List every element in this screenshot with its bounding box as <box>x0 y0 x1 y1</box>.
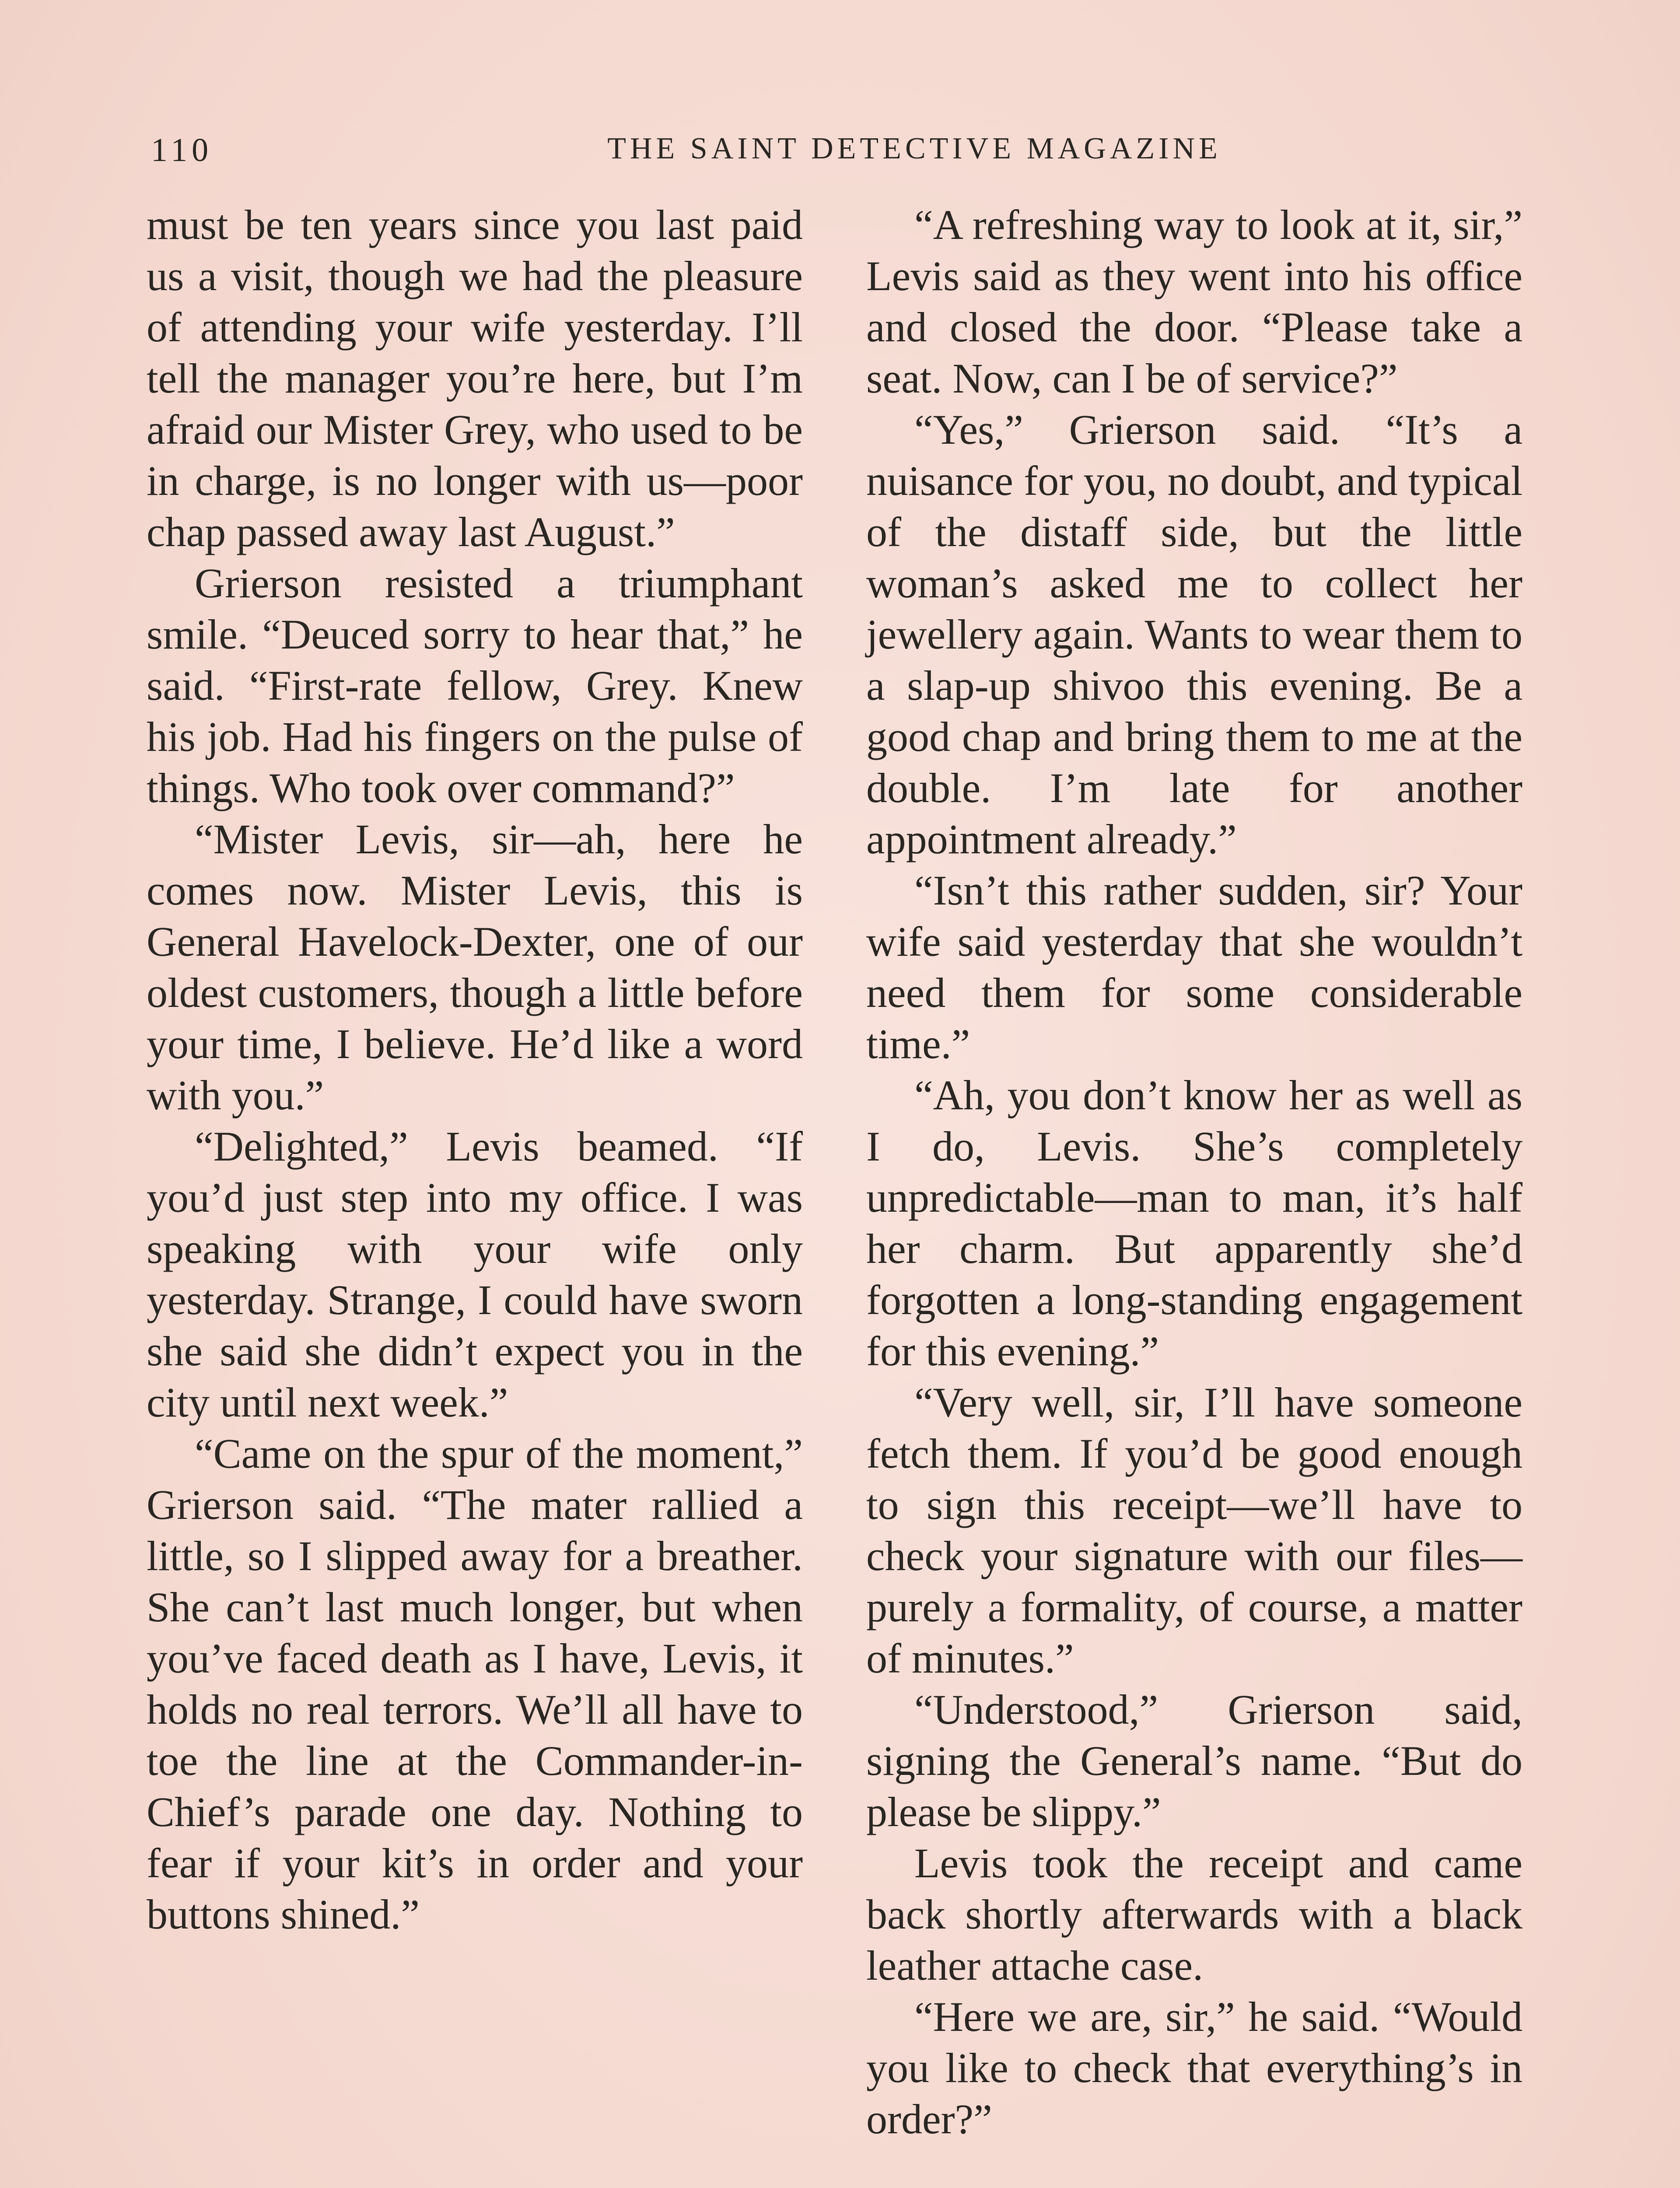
page-number: 110 <box>151 132 213 168</box>
paragraph: Levis took the receipt and came back shortly afterwards with a black leather attache case. <box>866 1840 1522 1989</box>
paragraph: “Understood,” Grierson said, signing the General’s name. “But do please be slippy.” <box>866 1686 1522 1835</box>
paragraph: “Delighted,” Levis beamed. “If you’d just step into my office. I was speaking with your wife only yesterday. Strange, I could have sworn she said she didn’t expect you in the city until next week.” <box>147 1123 803 1426</box>
paragraph: “A refreshing way to look at it, sir,” Levis said as they went into his office and closed the door. “Please take a seat. Now, can I be of service?” <box>866 201 1522 402</box>
paragraph: Grierson resisted a triumphant smile. “Deuced sorry to hear that,” he said. “First-rate fellow, Grey. Knew his job. Had his fingers on the pulse of things. Who took over command?” <box>147 560 803 811</box>
paragraph: “Isn’t this rather sudden, sir? Your wife said yesterday that she wouldn’t need them for some considerable time.” <box>866 867 1522 1067</box>
paragraph: must be ten years since you last paid us a visit, though we had the pleasure of attending your wife yesterday. I’ll tell the manager you’re here, but I’m afraid our Mister Grey, who used to be in charge, is no longer with us—poor chap passed away last August.” <box>147 201 803 555</box>
paragraph: “Very well, sir, I’ll have someone fetch them. If you’d be good enough to sign this receipt—we’ll have to check your signature with our files—purely a formality, of course, a matter of minutes.” <box>866 1379 1522 1682</box>
magazine-title: THE SAINT DETECTIVE MAGAZINE <box>607 132 1222 165</box>
paragraph: “Here we are, sir,” he said. “Would you like to check that everything’s in order?” <box>866 1993 1522 2142</box>
paragraph: “Ah, you don’t know her as well as I do, Levis. She’s completely unpredictable—man to man, it’s half her charm. But apparently she’d forgotten a long-standing engagement for this evening.” <box>866 1072 1522 1375</box>
paragraph: “Came on the spur of the moment,” Grierson said. “The mater rallied a little, so I slipped away for a breather. She can’t last much longer, but when you’ve faced death as I have, Levis, it holds no real terrors. We’ll all have to toe the line at the Commander-in-Chief’s parade one day. Nothing to fear if your kit’s in order and your buttons shined.” <box>147 1430 803 1938</box>
paragraph: “Mister Levis, sir—ah, here he comes now. Mister Levis, this is General Havelock-Dexter, one of our oldest customers, though a little before your time, I believe. He’d like a word with you.” <box>147 816 803 1119</box>
paragraph: “Yes,” Grierson said. “It’s a nuisance for you, no doubt, and typical of the distaff side, but the little woman’s asked me to collect her jewellery again. Wants to wear them to a slap-up shivoo this evening. Be a good chap and bring them to me at the double. I’m late for another appointment already.” <box>866 406 1522 863</box>
running-head <box>151 131 1533 179</box>
left-column <box>147 199 803 1940</box>
right-column <box>866 199 1522 2145</box>
